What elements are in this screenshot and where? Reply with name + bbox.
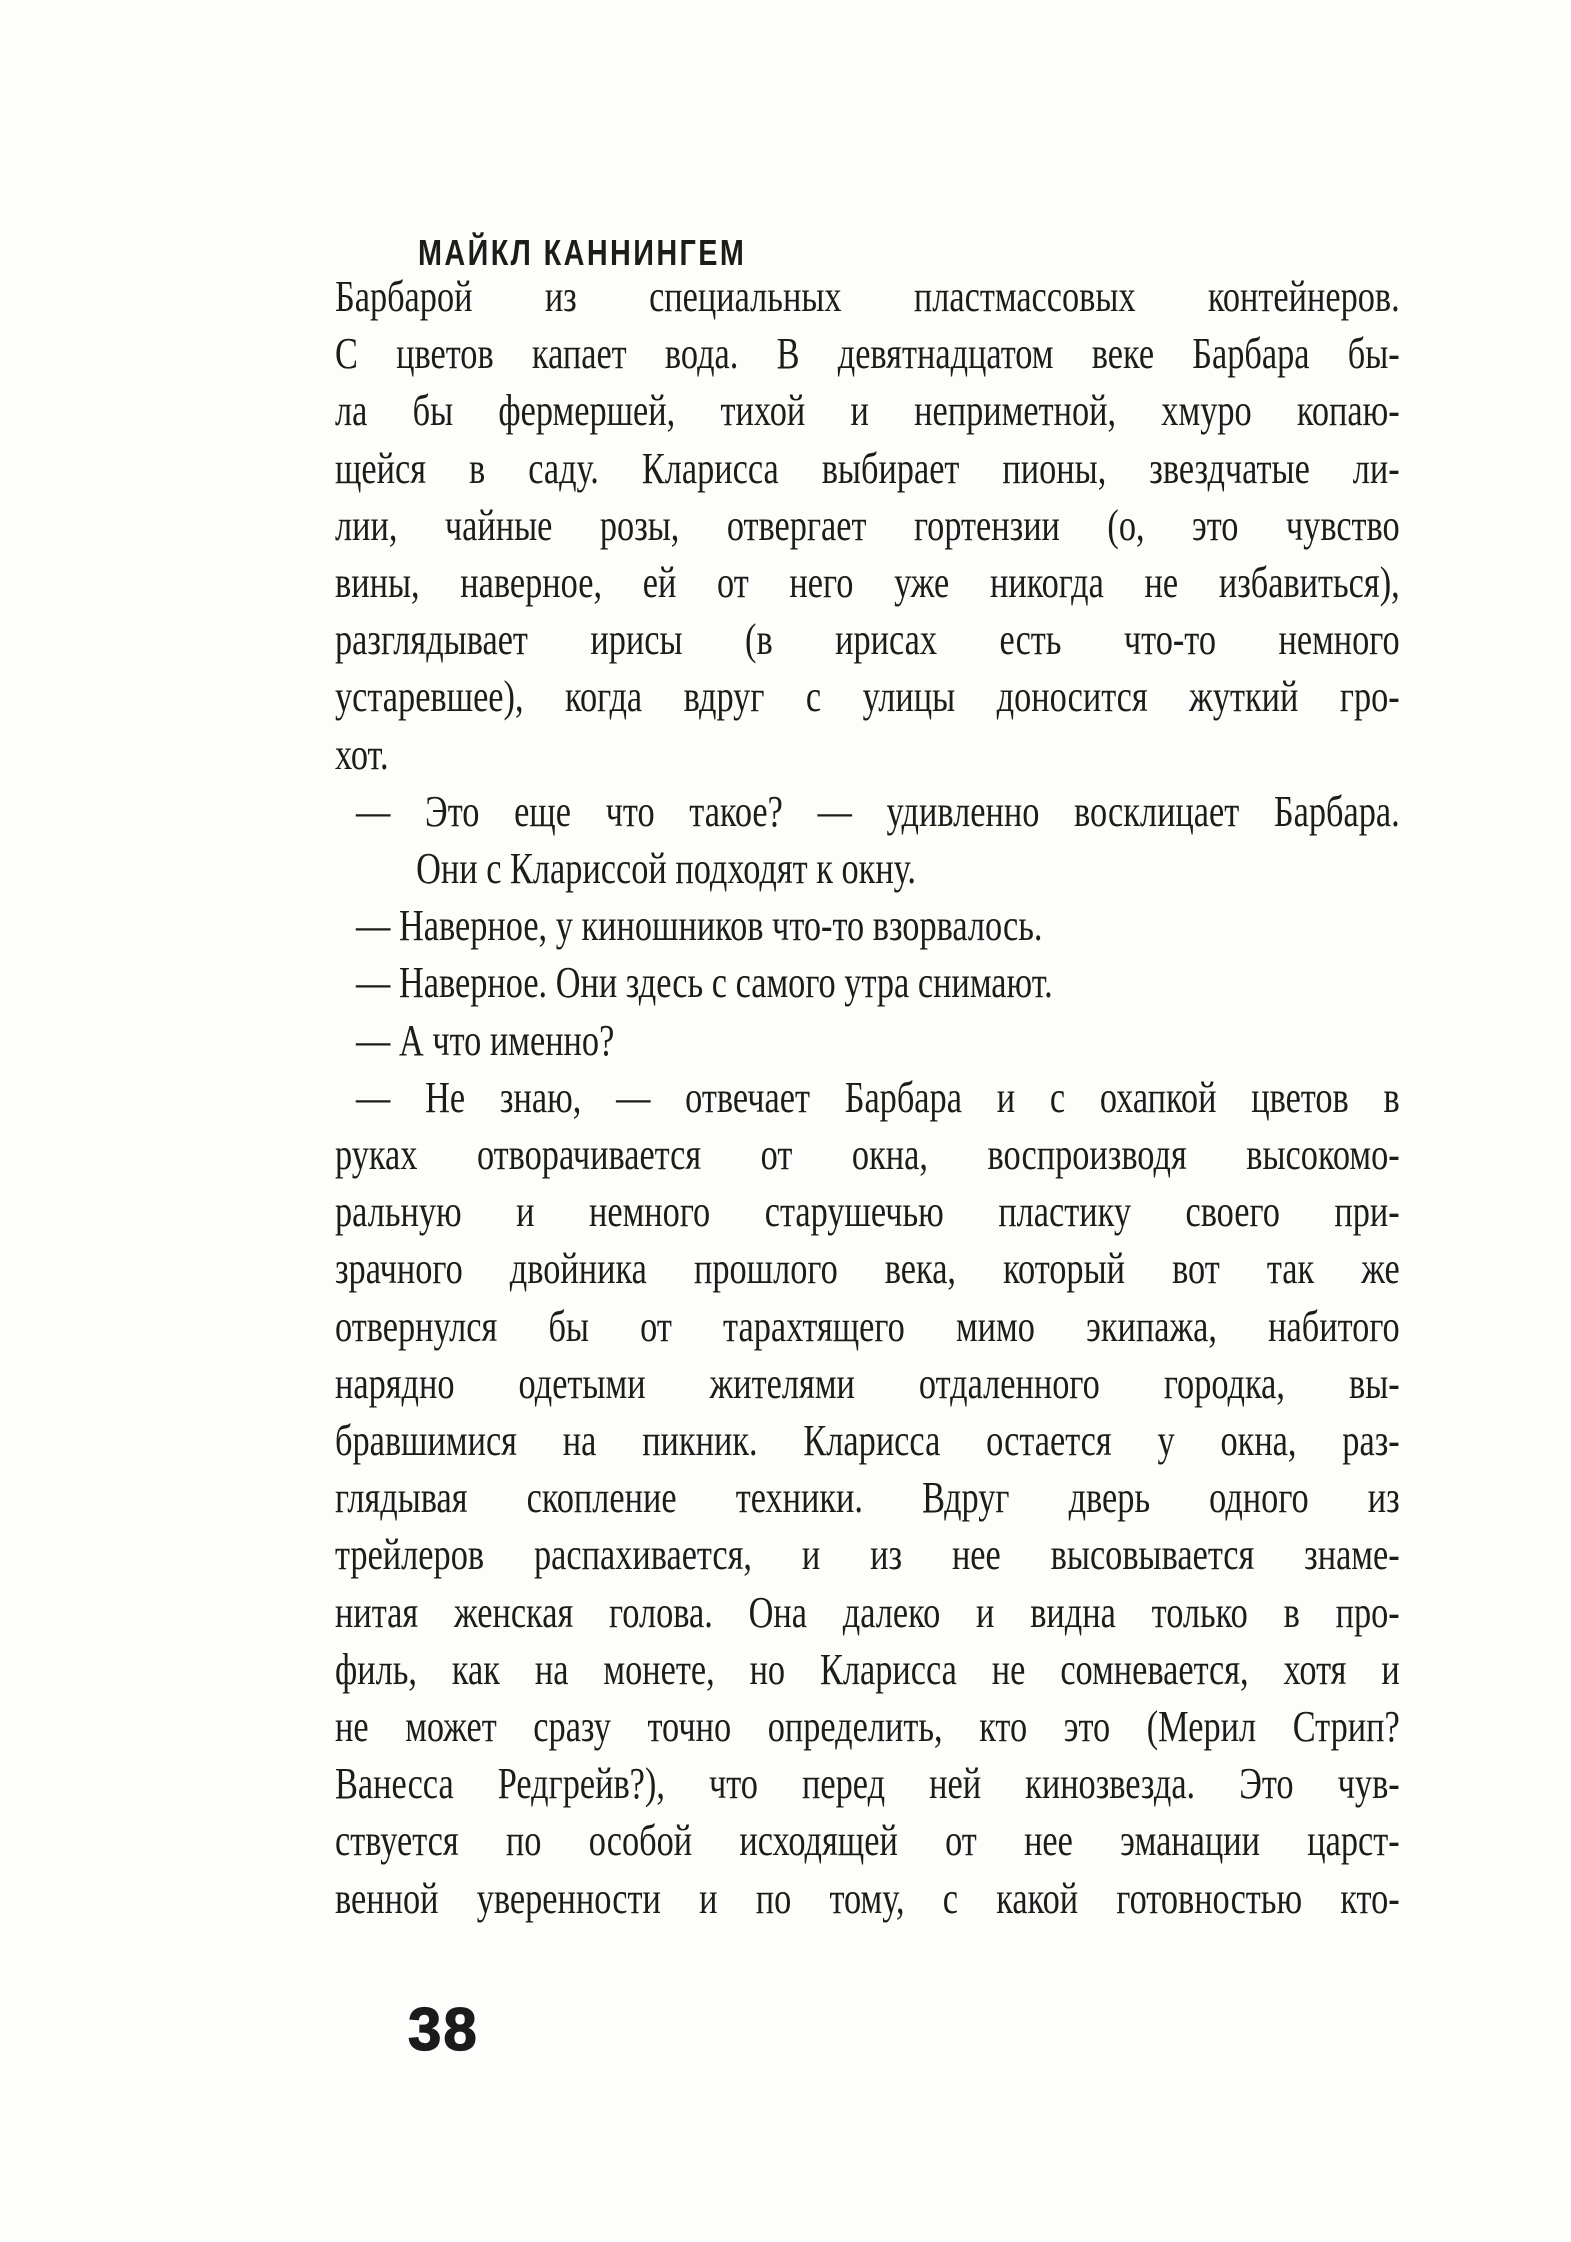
- text-line: ральную и немного старушечью пластику своего при-: [335, 1187, 1400, 1237]
- text-line: бравшимися на пикник. Кларисса остается у окна, раз-: [335, 1416, 1400, 1466]
- text-line: устаревшее), когда вдруг с улицы доносится жуткий гро-: [335, 672, 1400, 722]
- text-line: Они с Клариссой подходят к окну.: [416, 844, 916, 894]
- text-line: венной уверенности и по тому, с какой готовностью кто-: [335, 1873, 1400, 1923]
- text-line: вины, наверное, ей от него уже никогда не избавиться),: [335, 558, 1400, 608]
- text-line: хот.: [335, 729, 389, 779]
- text-line: С цветов капает вода. В девятнадцатом веке Барбара бы-: [335, 329, 1400, 379]
- text-block: [335, 268, 1400, 1927]
- text-line: разглядывает ирисы (в ирисах есть что-то немного: [335, 615, 1400, 665]
- text-line: Ванесса Редгрейв?), что перед ней кинозвезда. Это чув-: [335, 1759, 1400, 1809]
- text-line: — А что именно?: [356, 1015, 615, 1065]
- page-number: 38: [408, 1996, 479, 2063]
- text-line: — Наверное. Они здесь с самого утра снимают.: [356, 958, 1053, 1008]
- text-line: ствуется по особой исходящей от нее эманации царст-: [335, 1816, 1400, 1866]
- text-line: — Это еще что такое? — удивленно восклицает Барбара.: [356, 786, 1400, 836]
- text-line: ла бы фермершей, тихой и неприметной, хмуро копаю-: [335, 386, 1400, 436]
- running-header: МАЙКЛ КАННИНГЕМ: [418, 232, 747, 273]
- text-line: лии, чайные розы, отвергает гортензии (о, это чувство: [335, 500, 1400, 550]
- text-line: — Наверное, у киношников что-то взорвалось.: [356, 901, 1043, 951]
- text-line: нитая женская голова. Она далеко и видна только в про-: [335, 1587, 1400, 1637]
- text-line: руках отворачивается от окна, воспроизводя высокомо-: [335, 1130, 1400, 1180]
- text-line: филь, как на монете, но Кларисса не сомневается, хотя и: [335, 1644, 1400, 1694]
- text-line: трейлеров распахивается, и из нее высовывается знаме-: [335, 1530, 1400, 1580]
- text-line: глядывая скопление техники. Вдруг дверь одного из: [335, 1473, 1400, 1523]
- text-line: — Не знаю, — отвечает Барбара и с охапкой цветов в: [356, 1072, 1400, 1122]
- text-line: отвернулся бы от тарахтящего мимо экипажа, набитого: [335, 1301, 1400, 1351]
- text-line: Барбарой из специальных пластмассовых контейнеров.: [335, 272, 1400, 321]
- text-line: нарядно одетыми жителями отдаленного городка, вы-: [335, 1358, 1400, 1408]
- text-line: щейся в саду. Кларисса выбирает пионы, звездчатые ли-: [335, 443, 1400, 493]
- text-line: не может сразу точно определить, кто это (Мерил Стрип?: [335, 1702, 1400, 1752]
- text-line: зрачного двойника прошлого века, который вот так же: [335, 1244, 1400, 1294]
